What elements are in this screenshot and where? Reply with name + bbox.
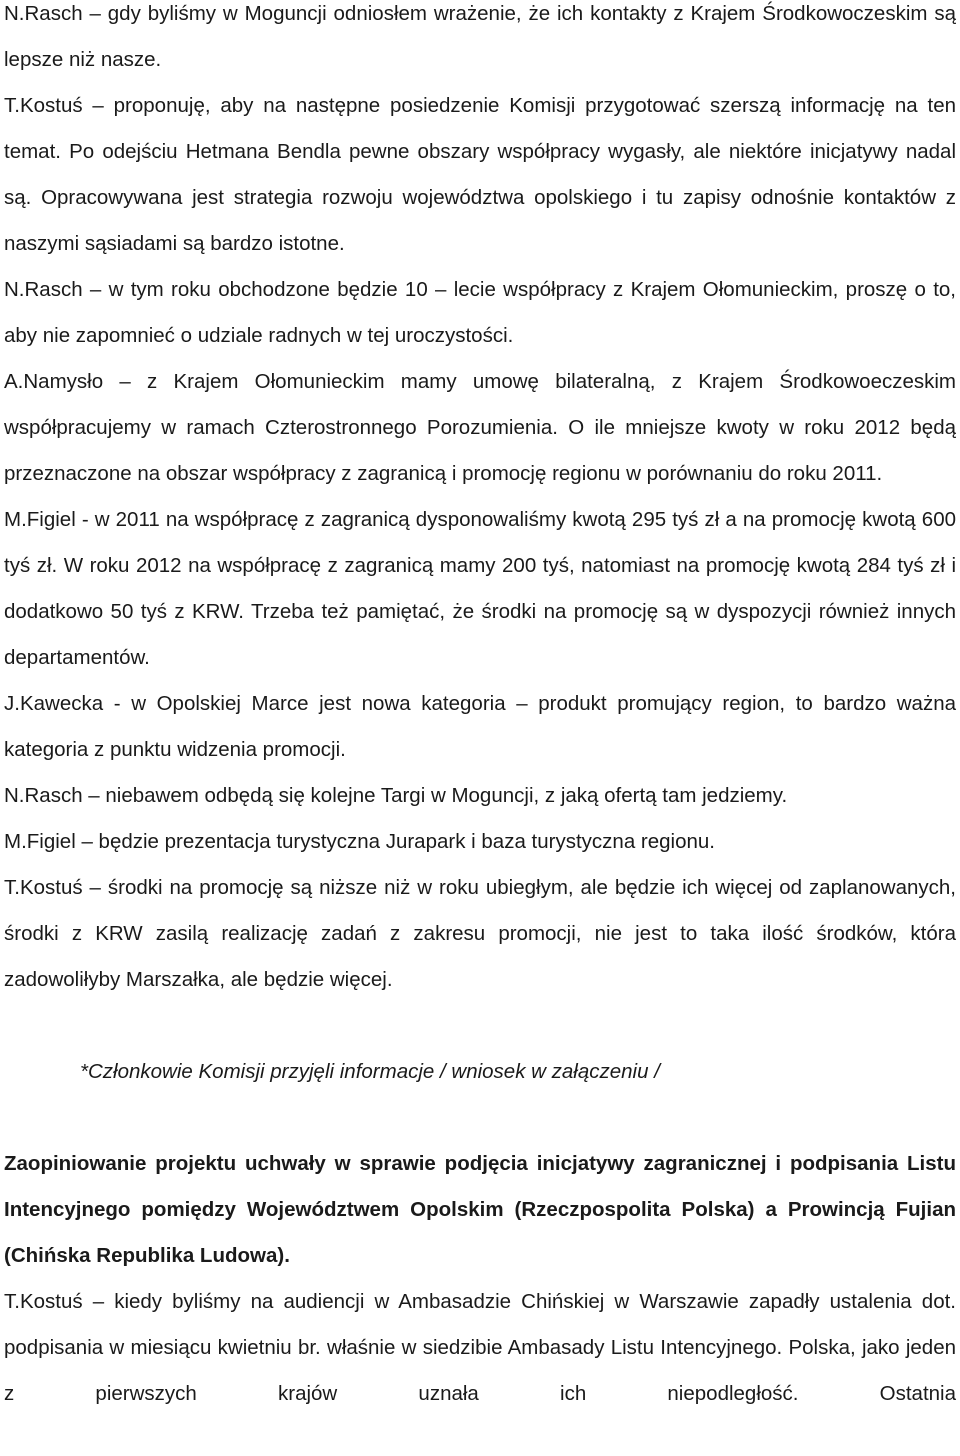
agenda-heading: Zaopiniowanie projektu uchwały w sprawie podjęcia inicjatywy zagranicznej i podpisania Listu Intencyjnego pomiędzy Województwem Opolskim (Rzeczpospolita Polska) a Prowincją Fujian (Chińska Republika Ludowa). xyxy=(4,1152,956,1267)
paragraph-rasch-olomuniec: N.Rasch – w tym roku obchodzone będzie 10 – lecie współpracy z Krajem Ołomunieckim, proszę o to, aby nie zapomnieć o udziale radnych w tej uroczystości. xyxy=(4,278,956,347)
paragraph-kawecka-marka: J.Kawecka - w Opolskiej Marce jest nowa kategoria – produkt promujący region, to bardzo ważna kategoria z punktu widzenia promocji. xyxy=(4,692,956,761)
paragraph-kostus-informacja: T.Kostuś – proponuję, aby na następne posiedzenie Komisji przygotować szerszą informację na ten temat. Po odejściu Hetmana Bendla pewne obszary współpracy wygasły, ale niektóre inicjatywy nadal są. Opracowywana jest strategia rozwoju województwa opolskiego i tu zapisy odnośnie kontaktów z naszymi sąsiadami są bardzo istotne. xyxy=(4,94,956,255)
paragraph-figiel-kwoty: M.Figiel - w 2011 na współpracę z zagranicą dysponowaliśmy kwotą 295 tyś zł a na promocję kwotą 600 tyś zł. W roku 2012 na współpracę z zagranicą mamy 200 tyś, natomiast na promocję kwotą 284 tyś zł i dodatkowo 50 tyś z KRW. Trzeba też pamiętać, że środki na promocję są w dyspozycji również innych departamentów. xyxy=(4,508,956,669)
paragraph-namyslo-umowa: A.Namysło – z Krajem Ołomunieckim mamy umowę bilateralną, z Krajem Środkowoeczeskim współpracujemy w ramach Czterostronnego Porozumienia. O ile mniejsze kwoty w roku 2012 będą przeznaczone na obszar współpracy z zagranicą i promocję regionu w porównaniu do roku 2011. xyxy=(4,370,956,485)
document-page xyxy=(4,0,956,1417)
paragraph-rasch-targi: N.Rasch – niebawem odbędą się kolejne Targi w Moguncji, z jaką ofertą tam jedziemy. xyxy=(4,784,788,807)
paragraph-kostus-srodki: T.Kostuś – środki na promocję są niższe niż w roku ubiegłym, ale będzie ich więcej od zaplanowanych, środki z KRW zasilą realizację zadań z zakresu promocji, nie jest to taka ilość środków, która zadowoliłyby Marszałka, ale będzie więcej. xyxy=(4,876,956,991)
paragraph-rasch-moguncja: N.Rasch – gdy byliśmy w Moguncji odniosłem wrażenie, że ich kontakty z Krajem Środkowoczeskim są lepsze niż nasze. xyxy=(4,2,956,71)
paragraph-kostus-ambasada: T.Kostuś – kiedy byliśmy na audiencji w Ambasadzie Chińskiej w Warszawie zapadły ustalenia dot. podpisania w miesiącu kwietniu br. właśnie w siedzibie Ambasady Listu Intencyjnego. Polska, jako jeden z pierwszych krajów uznała ich niepodległość. Ostatnia xyxy=(4,1290,956,1405)
commission-note: *Członkowie Komisji przyjęli informacje / wniosek w załączeniu / xyxy=(80,1060,660,1083)
paragraph-figiel-jurapark: M.Figiel – będzie prezentacja turystyczna Jurapark i baza turystyczna regionu. xyxy=(4,830,716,853)
